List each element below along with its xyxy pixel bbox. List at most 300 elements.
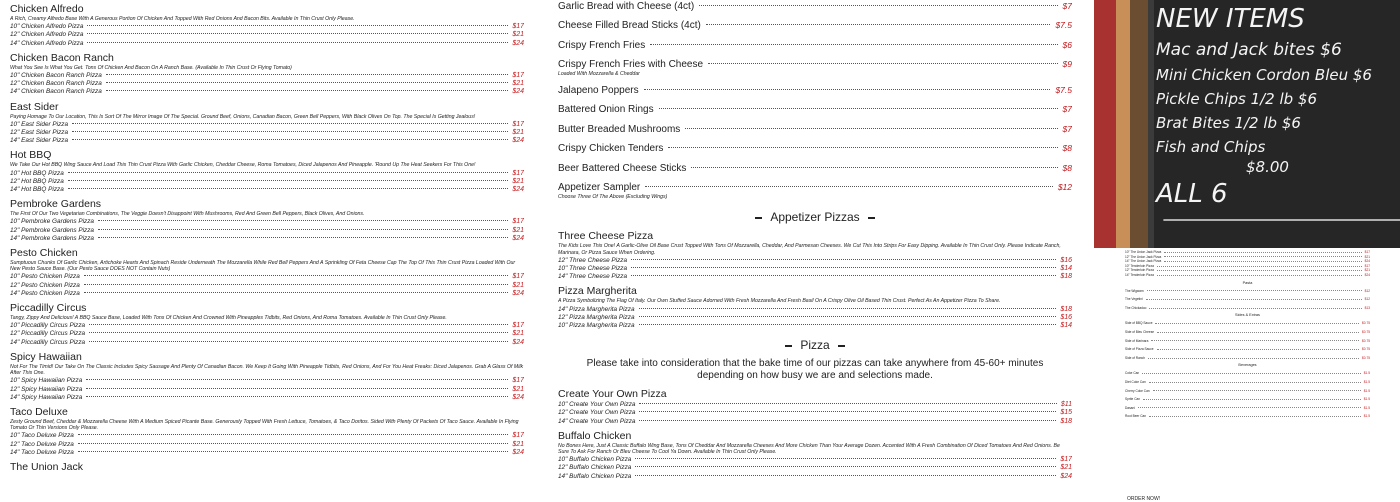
dot-leader xyxy=(1149,308,1361,309)
item-title: Spicy Hawaiian xyxy=(10,350,82,363)
size-price: $21 xyxy=(512,281,524,289)
thumb-row xyxy=(1125,306,1370,311)
size-label: 10" Three Cheese Pizza xyxy=(558,265,628,273)
item-description: Not For The Timid! Our Take On The Classic Includes Spicy Sausage And Plenty Of Canadian Bacon. We Keep It Going With Pineapple Tidbits, Red Onions, And For You Heat Freaks: Diced Jalapenos. Grab A Glass Of Milk After This One. xyxy=(10,363,524,377)
thumb-row xyxy=(1125,289,1370,294)
thumb-row xyxy=(1125,397,1370,402)
size-row[interactable] xyxy=(558,257,1072,265)
size-row[interactable] xyxy=(10,129,524,137)
thumb-row xyxy=(1125,414,1370,419)
item-description: A Pizza Symbolizing The Flag Of Italy. Our Own Stuffed Sauce Adorned With Fresh Mozzarella And Fresh Basil On A Crispy Olive Oil Based Thin Crust. Perfect As An Appetizer Pizza To Share. xyxy=(558,298,1001,305)
thumb-row xyxy=(1125,371,1370,376)
chalk-line: Brat Bites 1/2 lb $6 xyxy=(1156,114,1301,132)
size-label: 12" Buffalo Chicken Pizza xyxy=(558,464,632,472)
dot-leader xyxy=(659,108,1058,109)
size-price: $17 xyxy=(512,72,524,80)
size-price: $24 xyxy=(512,186,524,194)
size-price: $24 xyxy=(512,39,524,47)
size-price: $18 xyxy=(1060,417,1072,425)
size-row[interactable] xyxy=(10,178,524,186)
size-label: 12" Hot BBQ Pizza xyxy=(10,177,64,185)
thumb-label: The Wigwam xyxy=(1125,288,1144,293)
thumb-label: Side of Ranch xyxy=(1125,355,1146,360)
dot-leader xyxy=(1157,270,1362,271)
appetizer-line[interactable] xyxy=(558,19,1072,32)
size-price: $21 xyxy=(512,385,524,393)
size-label: 14" Buffalo Chicken Pizza xyxy=(558,472,632,480)
dot-leader xyxy=(87,42,508,43)
thumb-label: The Vegetini xyxy=(1125,297,1143,302)
dot-leader xyxy=(631,259,1056,260)
size-price: $17 xyxy=(512,23,524,31)
size-price: $21 xyxy=(512,129,524,137)
size-price: $21 xyxy=(512,440,524,448)
size-price: $24 xyxy=(512,393,524,401)
size-row[interactable] xyxy=(10,23,524,31)
appetizer-price: $8 xyxy=(1062,143,1072,154)
dot-leader xyxy=(1157,266,1362,267)
size-price: $24 xyxy=(512,448,524,456)
size-row[interactable] xyxy=(558,314,1072,322)
size-row[interactable] xyxy=(10,227,524,235)
size-price: $16 xyxy=(1060,256,1072,264)
menu-item xyxy=(558,285,1072,330)
size-label: 12" Create Your Own Pizza xyxy=(558,409,636,417)
size-row[interactable] xyxy=(10,290,524,298)
appetizer-price: $9 xyxy=(1062,59,1072,69)
dot-leader xyxy=(706,24,1051,25)
chalk-line: $8.00 xyxy=(1246,158,1289,176)
size-price: $18 xyxy=(1060,273,1072,281)
size-price: $17 xyxy=(512,218,524,226)
size-row[interactable] xyxy=(558,306,1072,314)
thumb-row xyxy=(1125,321,1370,326)
dot-leader xyxy=(685,128,1057,129)
size-label: 14" Piccadilly Circus Pizza xyxy=(10,338,86,346)
item-description: We Take Our Hot BBQ Wing Sauce And Load This Thin Crust Pizza With Garlic Chicken, Cheddar Cheese, Roma Tomatoes, Diced Jalapenos And Pineapple. 'Round Up The Heat Seekers For This One! xyxy=(10,162,476,169)
size-row[interactable] xyxy=(558,265,1072,273)
thumb-label: Coke Can xyxy=(1125,371,1140,376)
size-label: 12" Piccadilly Circus Pizza xyxy=(10,330,86,338)
size-label: 14" East Sider Pizza xyxy=(10,137,69,145)
thumb-price: $0.75 xyxy=(1362,338,1370,343)
size-label: 14" Chicken Bacon Ranch Pizza xyxy=(10,88,102,96)
dot-leader xyxy=(639,411,1056,412)
size-row[interactable] xyxy=(558,418,1072,426)
dot-leader xyxy=(1138,407,1361,408)
dot-leader xyxy=(1149,416,1361,417)
dash-right-icon xyxy=(838,345,845,347)
item-title: The Union Jack xyxy=(10,460,83,473)
dot-leader xyxy=(1157,332,1359,333)
size-label: 10" Spicy Hawaiian Pizza xyxy=(10,377,83,385)
size-label: 12" Three Cheese Pizza xyxy=(558,256,628,264)
size-row[interactable] xyxy=(558,473,1072,481)
dot-leader xyxy=(1164,261,1361,262)
item-title: East Sider xyxy=(10,100,59,113)
size-row[interactable] xyxy=(10,80,524,88)
size-row[interactable] xyxy=(10,170,524,178)
size-price: $24 xyxy=(1060,472,1072,480)
appetizer-price: $8 xyxy=(1062,162,1072,173)
dot-leader xyxy=(639,420,1056,421)
size-row[interactable] xyxy=(10,235,524,243)
dot-leader xyxy=(87,33,508,34)
item-description: No Bones Here, Just A Classic Buffalo Wing Base, Tons Of Cheddar And Mozzarella Cheeses And More Chicken Than Your Average Dozen. Accented With A Fresh Combination Of Diced Tomatoes And Red Onions. Be Sure To Ask For Ranch Or Bleu Cheese To Cool Ya Down. Available In Thin Crust Only Please. xyxy=(558,442,1060,456)
item-title: Three Cheese Pizza xyxy=(558,230,654,243)
item-title: Pembroke Gardens xyxy=(10,198,102,211)
size-row[interactable] xyxy=(10,322,524,330)
item-description: The First Of Our Two Vegetarian Combinations, The Veggie Doesn't Disappoint With Mushrooms, Red And Green Bell Peppers, Black Olives, And Onions. xyxy=(10,211,365,218)
dot-leader xyxy=(639,308,1057,309)
dot-leader xyxy=(639,324,1057,325)
menu-item xyxy=(558,388,1072,426)
item-title: Chicken Alfredo xyxy=(10,3,84,15)
size-price: $21 xyxy=(1060,464,1072,472)
size-row[interactable] xyxy=(10,282,524,290)
appetizer-line[interactable] xyxy=(558,103,1072,116)
dot-leader xyxy=(1151,340,1359,341)
size-label: 10" Pizza Margherita Pizza xyxy=(558,322,635,330)
item-title: Hot BBQ xyxy=(10,149,52,162)
appetizer-note: Choose Three Of The Above (Excluding Wings) xyxy=(558,194,668,201)
thumb-label: Side of BBQ Sauce xyxy=(1125,321,1153,326)
dot-leader xyxy=(1164,252,1361,253)
size-label: 14" Three Cheese Pizza xyxy=(558,273,628,281)
thumb-heading: Sides & Extras xyxy=(1235,313,1260,318)
dot-leader xyxy=(68,188,509,189)
appetizer-name: Appetizer Sampler xyxy=(558,182,641,194)
thumb-price: $0.75 xyxy=(1362,347,1370,352)
thumb-row xyxy=(1125,273,1370,278)
item-description: Zesty Ground Beef, Cheddar & Mozzarella Cheese With A Medium Spiced Picante Base. Generously Topped With Fresh Lettuce, Tomatoes, & Taco Doritos. Sided With Plenty Of Packets Of Taco Sauce. Available In Flying Tomato Or Thin Versions Only Please. xyxy=(10,418,519,432)
thumb-price: $13 xyxy=(1364,305,1370,310)
thumb-label: The Chickadoo xyxy=(1125,305,1147,310)
appetizer-note: Loaded With Mozzarella & Cheddar xyxy=(558,71,640,77)
thumb-price: $1.5 xyxy=(1363,405,1370,410)
item-title: Taco Deluxe xyxy=(10,405,68,418)
size-price: $17 xyxy=(1060,456,1072,464)
appetizer-line[interactable] xyxy=(558,39,1072,52)
size-row[interactable] xyxy=(10,218,524,226)
thumb-label: 14" Tenderloin Pizza xyxy=(1125,272,1154,277)
order-now-label[interactable]: ORDER NOW! xyxy=(1127,496,1161,502)
size-row[interactable] xyxy=(10,137,524,145)
appetizer-line[interactable] xyxy=(558,84,1072,97)
thumb-label: Dasani xyxy=(1125,405,1135,410)
dot-leader xyxy=(635,458,1056,459)
size-row[interactable] xyxy=(10,88,524,96)
appetizer-line[interactable] xyxy=(558,58,1072,71)
size-label: 10" Create Your Own Pizza xyxy=(558,401,636,409)
size-row[interactable] xyxy=(558,456,1072,464)
thumb-row xyxy=(1125,356,1370,361)
dot-leader xyxy=(106,82,509,83)
item-description: Tangy, Zippy And Delicious! A BBQ Sauce Base, Loaded With Tons Of Chicken And Crowned With Pineapples Tidbits, Red Onions, And Roma Tomatoes. Available In Thin Crust Only Please. xyxy=(10,315,447,322)
size-label: 12" Pesto Chicken Pizza xyxy=(10,281,80,289)
appetizer-price: $7.5 xyxy=(1055,84,1072,95)
size-row[interactable] xyxy=(10,394,524,402)
dot-leader xyxy=(86,396,508,397)
menu-item xyxy=(10,406,524,457)
thumb-price: $24 xyxy=(1364,272,1370,277)
size-label: 10" Chicken Alfredo Pizza xyxy=(10,23,84,31)
menu-item xyxy=(10,461,524,474)
item-title: Chicken Bacon Ranch xyxy=(10,51,114,64)
dot-leader xyxy=(668,147,1057,148)
dot-leader xyxy=(1143,399,1361,400)
size-label: 10" Chicken Bacon Ranch Pizza xyxy=(10,72,102,80)
dot-leader xyxy=(98,229,508,230)
size-price: $16 xyxy=(1060,313,1072,321)
thumb-price: $1.5 xyxy=(1363,371,1370,376)
item-title: Pizza Margherita xyxy=(558,285,637,298)
item-title: Buffalo Chicken xyxy=(558,429,632,442)
menu-thumbnail xyxy=(1125,248,1370,502)
item-description: The Kids Love This One! A Garlic-Olive Oil Base Crust Topped With Tons Of Mozzarella, Cheddar, And Parmesan Cheeses. We Cut This Into Strips For Easy Dipping. Available In Thin Crust Only. Please Indicate Ranch, Marinara, Or Pizza Sauce When Ordering. xyxy=(558,243,1061,256)
size-price: $17 xyxy=(512,169,524,177)
dot-leader xyxy=(1155,323,1359,324)
size-row[interactable] xyxy=(10,386,524,394)
appetizer-name: Crispy French Fries xyxy=(558,39,646,51)
dash-right-icon xyxy=(868,217,875,219)
dot-leader xyxy=(691,167,1057,168)
dot-leader xyxy=(639,316,1057,317)
size-row[interactable] xyxy=(10,330,524,338)
size-label: 14" Pembroke Gardens Pizza xyxy=(10,234,94,242)
size-label: 12" Pizza Margherita Pizza xyxy=(558,313,635,321)
menu-item xyxy=(10,247,524,298)
dot-leader xyxy=(78,434,508,435)
dot-leader xyxy=(644,89,1051,90)
appetizer-name: Jalapeno Poppers xyxy=(558,84,639,96)
thumb-row xyxy=(1125,389,1370,394)
menu-item xyxy=(558,430,1072,481)
chalk-line: Mini Chicken Cordon Bleu $6 xyxy=(1156,66,1372,84)
thumb-price: $1.5 xyxy=(1363,388,1370,393)
dash-left-icon xyxy=(785,345,792,347)
chalk-line: Pickle Chips 1/2 lb $6 xyxy=(1156,90,1318,108)
dot-leader xyxy=(708,63,1057,64)
dot-leader xyxy=(106,74,509,75)
size-price: $17 xyxy=(512,377,524,385)
chalkboard-text xyxy=(1156,4,1396,210)
thumb-label: Cherry Coke Can xyxy=(1125,388,1150,393)
thumb-label: 12" Tenderloin Pizza xyxy=(1125,268,1154,273)
thumb-price: $12 xyxy=(1364,288,1370,293)
size-price: $24 xyxy=(512,338,524,346)
size-label: 14" Create Your Own Pizza xyxy=(558,417,636,425)
thumb-label: 12" The Union Jack Pizza xyxy=(1125,254,1162,259)
size-row[interactable] xyxy=(558,322,1072,330)
thumb-price: $17 xyxy=(1364,263,1370,268)
size-label: 10" East Sider Pizza xyxy=(10,120,69,128)
appetizer-name: Butter Breaded Mushrooms xyxy=(558,123,681,135)
size-price: $21 xyxy=(512,226,524,234)
thumb-label: Side of Bleu Cheese xyxy=(1125,329,1155,334)
thumb-price: $1.5 xyxy=(1363,414,1370,419)
dot-leader xyxy=(1149,382,1361,383)
thumb-price: $12 xyxy=(1364,297,1370,302)
size-label: 14" Chicken Alfredo Pizza xyxy=(10,39,84,47)
appetizer-name: Crispy Chicken Tenders xyxy=(558,143,664,155)
size-label: 12" Taco Deluxe Pizza xyxy=(10,440,74,448)
menu-item xyxy=(10,302,524,347)
size-row[interactable] xyxy=(558,273,1072,281)
chalk-line: Fish and Chips xyxy=(1156,138,1266,156)
thumb-price: $0.75 xyxy=(1362,355,1370,360)
dot-leader xyxy=(1153,390,1361,391)
size-label: 14" Spicy Hawaiian Pizza xyxy=(10,393,83,401)
dot-leader xyxy=(78,443,508,444)
chalk-line: Mac and Jack bites $6 xyxy=(1156,40,1342,60)
menu-item xyxy=(10,52,524,97)
menu-item xyxy=(10,351,524,402)
menu-item xyxy=(10,101,524,146)
thumb-price: $0.75 xyxy=(1362,321,1370,326)
dot-leader xyxy=(1157,349,1359,350)
size-price: $21 xyxy=(512,31,524,39)
appetizer-name: Garlic Bread with Cheese (4ct) xyxy=(558,0,695,12)
size-price: $14 xyxy=(1060,265,1072,273)
dot-leader xyxy=(87,25,508,26)
appetizer-name: Crispy French Fries with Cheese xyxy=(558,59,704,70)
appetizer-price: $7 xyxy=(1062,0,1072,11)
appetizer-price: $6 xyxy=(1062,39,1072,50)
appetizer-price: $12 xyxy=(1057,182,1072,193)
size-label: 14" Taco Deluxe Pizza xyxy=(10,448,74,456)
item-description: What You See Is What You Get. Tons Of Chicken And Bacon On A Ranch Base. (Available In Thin Crust Or Flying Tomato) xyxy=(10,64,292,71)
thumb-price: $1.5 xyxy=(1363,397,1370,402)
size-price: $21 xyxy=(512,80,524,88)
size-row[interactable] xyxy=(558,464,1072,472)
dot-leader xyxy=(645,186,1053,187)
dot-leader xyxy=(631,267,1056,268)
appetizer-pizza-list xyxy=(558,230,1072,330)
dot-leader xyxy=(639,403,1056,404)
size-price: $14 xyxy=(1060,322,1072,330)
size-price: $11 xyxy=(1060,401,1072,409)
dot-leader xyxy=(1164,256,1361,257)
dot-leader xyxy=(1157,275,1362,276)
appetizer-line[interactable] xyxy=(558,123,1072,136)
dot-leader xyxy=(72,139,508,140)
thumb-heading: Beverages xyxy=(1238,363,1257,368)
size-price: $15 xyxy=(1060,409,1072,417)
appetizer-line[interactable] xyxy=(558,0,1072,13)
menu-item xyxy=(10,198,524,243)
menu-item xyxy=(10,149,524,194)
item-title: Pesto Chicken xyxy=(10,247,78,260)
appetizer-line[interactable] xyxy=(558,162,1072,175)
dot-leader xyxy=(89,341,508,342)
size-price: $17 xyxy=(512,120,524,128)
size-row[interactable] xyxy=(10,72,524,80)
pizza-bake-note: Please take into consideration that the bake time of our pizzas can take anywhere from 45-60+ minutes depending on how busy we are and selections made. xyxy=(586,358,1044,382)
size-price: $21 xyxy=(512,330,524,338)
menu-left-column xyxy=(10,0,524,500)
thumb-price: $0.75 xyxy=(1362,329,1370,334)
appetizer-name: Beer Battered Cheese Sticks xyxy=(558,162,687,174)
dot-leader xyxy=(98,237,508,238)
appetizer-line[interactable] xyxy=(558,181,1072,194)
pizza-heading: Pizza xyxy=(558,338,1072,352)
pizza-list xyxy=(558,388,1072,481)
dot-leader xyxy=(631,275,1056,276)
size-row[interactable] xyxy=(10,121,524,129)
dot-leader xyxy=(650,44,1057,45)
appetizer-line[interactable] xyxy=(558,142,1072,155)
dot-leader xyxy=(1146,299,1362,300)
size-row[interactable] xyxy=(10,31,524,39)
size-label: 10" Pesto Chicken Pizza xyxy=(10,273,80,281)
dot-leader xyxy=(1147,290,1362,291)
size-row[interactable] xyxy=(10,40,524,48)
thumb-row xyxy=(1125,339,1370,344)
thumb-heading: Pasta xyxy=(1242,280,1253,285)
dot-leader xyxy=(72,123,508,124)
thumb-label: 10" Tenderloin Pizza xyxy=(1125,263,1154,268)
size-row[interactable] xyxy=(10,339,524,347)
size-label: 14" Pizza Margherita Pizza xyxy=(558,305,635,313)
size-row[interactable] xyxy=(10,377,524,385)
thumb-label: 14" The Union Jack Pizza xyxy=(1125,259,1162,264)
size-price: $24 xyxy=(512,88,524,96)
size-price: $18 xyxy=(1060,305,1072,313)
size-row[interactable] xyxy=(10,449,524,457)
size-row[interactable] xyxy=(10,432,524,440)
dash-left-icon xyxy=(755,217,762,219)
size-label: 10" Taco Deluxe Pizza xyxy=(10,432,74,440)
dot-leader xyxy=(98,220,508,221)
thumb-row xyxy=(1125,406,1370,411)
size-row[interactable] xyxy=(10,273,524,281)
dot-leader xyxy=(89,332,508,333)
size-label: 12" Chicken Alfredo Pizza xyxy=(10,31,84,39)
appetizer-name: Cheese Filled Bread Sticks (4ct) xyxy=(558,20,701,31)
dot-leader xyxy=(78,451,508,452)
thumb-price: $21 xyxy=(1364,254,1370,259)
size-price: $17 xyxy=(512,432,524,440)
thumb-row xyxy=(1125,380,1370,385)
item-description: Paying Homage To Our Location, This Is Sort Of The Mirror Image Of The Special. Ground Beef, Onions, Canadian Bacon, Green Bell Peppers, With Black Olives On Top. The Special Is Getting Jealous! xyxy=(10,113,476,120)
menu-item xyxy=(10,3,524,48)
thumb-label: Root Beer Can xyxy=(1125,414,1147,419)
dot-leader xyxy=(635,475,1056,476)
item-description: A Rich, Creamy Alfredo Base With A Generous Portion Of Chicken And Topped With Red Onions And Bacon Bits. Available In Thin Crust Only Please. xyxy=(10,16,355,22)
chalkboard-photo xyxy=(1094,0,1400,248)
appetizer-pizzas-heading: Appetizer Pizzas xyxy=(558,210,1072,224)
size-row[interactable] xyxy=(10,186,524,194)
item-title: Piccadilly Circus xyxy=(10,302,87,315)
item-title: Create Your Own Pizza xyxy=(558,388,667,401)
size-price: $24 xyxy=(512,234,524,242)
dot-leader xyxy=(86,388,508,389)
size-row[interactable] xyxy=(558,401,1072,409)
appetizer-price: $7.5 xyxy=(1055,20,1072,30)
size-label: 12" Chicken Bacon Ranch Pizza xyxy=(10,80,102,88)
size-row[interactable] xyxy=(558,409,1072,417)
chalk-line: NEW ITEMS xyxy=(1156,4,1305,34)
dot-leader xyxy=(68,180,509,181)
size-label: 14" Hot BBQ Pizza xyxy=(10,186,64,194)
dot-leader xyxy=(89,324,508,325)
size-row[interactable] xyxy=(10,441,524,449)
size-label: 12" East Sider Pizza xyxy=(10,129,69,137)
menu-right-column xyxy=(558,0,1072,500)
item-description: Sumptuous Chunks Of Garlic Chicken, Artichoke Hearts And Spinach Reside Underneath The Mozzarella While Red Bell Peppers And A Sprinkling Of Feta Cheese Cap The Top Of This Thin Crust Pizza Loaded With Our New Pesto Sauce Base. (Our Pesto Sauce DOES NOT Contain Nuts) xyxy=(10,260,516,273)
thumb-price: $24 xyxy=(1364,259,1370,264)
